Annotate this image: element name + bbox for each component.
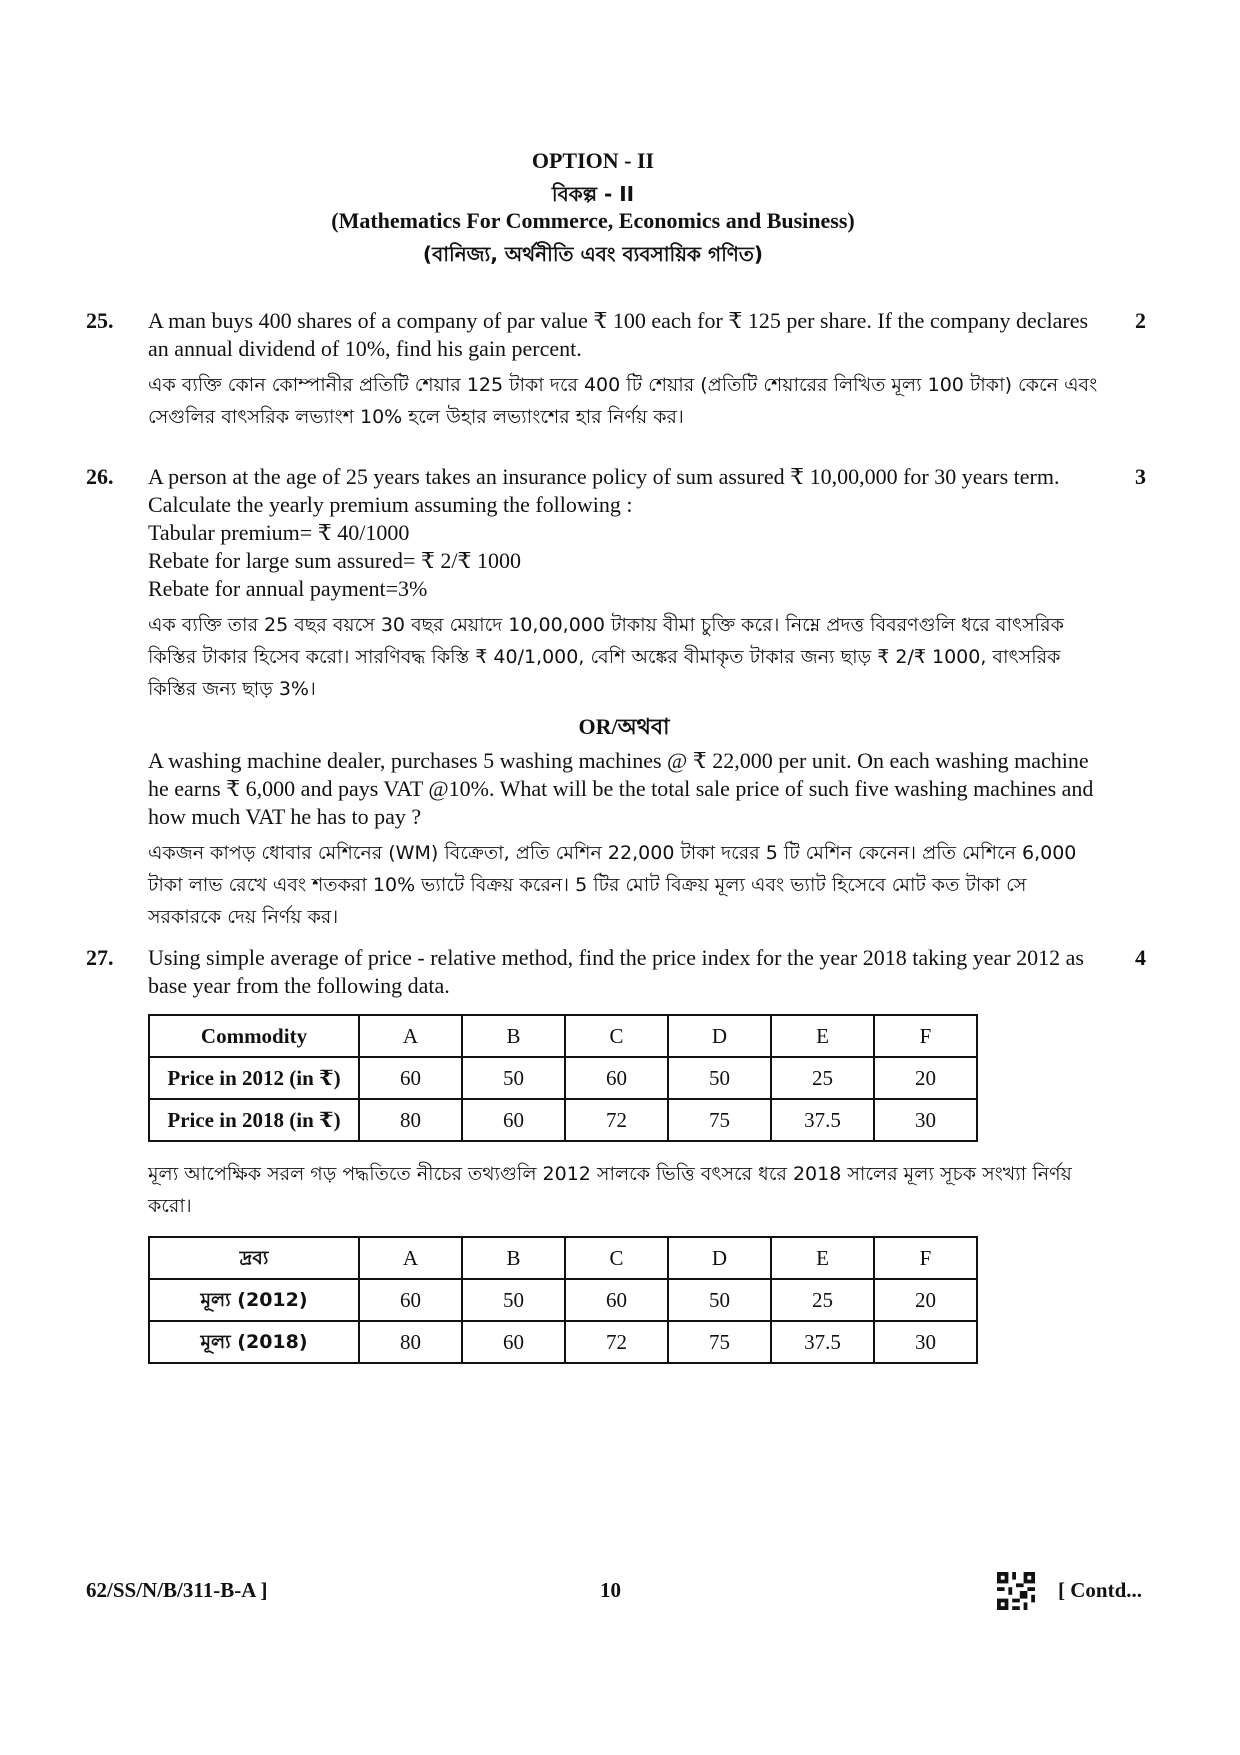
price-table-bn <box>148 1236 978 1364</box>
question-27 <box>86 944 1146 1364</box>
question-marks: 4 <box>1135 945 1146 970</box>
table-row <box>149 1279 977 1321</box>
table-cell: Price in 2012 (in ₹) <box>149 1057 359 1099</box>
table-cell: B <box>462 1237 565 1279</box>
option-title-bn: বিকল্প - II <box>551 182 635 206</box>
question-26 <box>86 463 1146 933</box>
page-number: 10 <box>600 1578 621 1602</box>
question-text-bn: এক ব্যক্তি কোন কোম্পানীর প্রতিটি শেয়ার 125 টাকা দরে 400 টি শেয়ার (প্রতিটি শেয়ারের লিখিত মূল্য 100 টাকা) কেনে এবং সেগুলির বাৎসরিক লভ্যাংশ 10% হলে উহার লভ্যাংশের হার নির্ণয় কর। <box>148 374 1098 428</box>
table-cell: E <box>771 1237 874 1279</box>
alternative-question-en: A washing machine dealer, purchases 5 washing machines @ ₹ 22,000 per unit. On each washing machine he earns ₹ 6,000 and pays VAT @10%. What will be the total sale price of such five washing machines and how much VAT he has to pay ? <box>148 748 1094 829</box>
alternative-question-bn: একজন কাপড় ধোবার মেশিনের (WM) বিক্রেতা, প্রতি মেশিন 22,000 টাকা দরের 5 টি মেশিন কেনেন। প্রতি মেশিনে 6,000 টাকা লাভ রেখে এবং শতকরা 10% ভ্যাটে বিক্রয় করেন। 5 টির মোট বিক্রয় মূল্য এবং ভ্যাট হিসেবে মোট কত টাকা সে সরকারকে দেয় নির্ণয় কর। <box>148 842 1077 928</box>
price-table-en <box>148 1014 978 1142</box>
subject-title-bn: (বানিজ্য, অর্থনীতি এবং ব্যবসায়িক গণিত) <box>422 242 764 266</box>
table-cell: C <box>565 1237 668 1279</box>
question-text-en: A man buys 400 shares of a company of par value ₹ 100 each for ₹ 125 per share. If the company declares an annual dividend of 10%, find his gain percent. <box>148 308 1089 361</box>
table-cell: 60 <box>462 1321 565 1363</box>
table-cell: 60 <box>359 1057 462 1099</box>
tabular-premium: Tabular premium= ₹ 40/1000 <box>148 520 410 545</box>
continued-label: [ Contd... <box>1058 1578 1143 1602</box>
table-cell: 60 <box>359 1279 462 1321</box>
table-cell: মূল্য (2012) <box>149 1279 359 1321</box>
table-cell: A <box>359 1237 462 1279</box>
question-text-en: A person at the age of 25 years takes an insurance policy of sum assured ₹ 10,00,000 for 30 years term. Calculate the yearly premium assuming the following : <box>148 464 1060 517</box>
table-cell: মূল্য (2018) <box>149 1321 359 1363</box>
table-cell: 80 <box>359 1099 462 1141</box>
table-header-row <box>149 1237 977 1279</box>
table-row <box>149 1099 977 1141</box>
question-25 <box>86 307 1146 433</box>
table-cell: 75 <box>668 1321 771 1363</box>
table-cell: F <box>874 1015 977 1057</box>
table-cell: 20 <box>874 1057 977 1099</box>
table-cell: B <box>462 1015 565 1057</box>
table-row <box>149 1321 977 1363</box>
table-cell: 25 <box>771 1279 874 1321</box>
table-cell: 60 <box>462 1099 565 1141</box>
question-number: 25. <box>86 308 114 333</box>
table-cell: A <box>359 1015 462 1057</box>
table-cell: Commodity <box>149 1015 359 1057</box>
table-row <box>149 1057 977 1099</box>
table-cell: 72 <box>565 1321 668 1363</box>
rebate-annual-payment: Rebate for annual payment=3% <box>148 576 428 601</box>
qr-code-icon <box>997 1572 1035 1610</box>
table-cell: 30 <box>874 1099 977 1141</box>
table-cell: D <box>668 1015 771 1057</box>
table-cell: 50 <box>668 1279 771 1321</box>
table-cell: F <box>874 1237 977 1279</box>
question-marks: 3 <box>1135 464 1146 489</box>
table-cell: 37.5 <box>771 1321 874 1363</box>
table-cell: C <box>565 1015 668 1057</box>
or-divider: OR/অথবা <box>578 714 670 739</box>
table-cell: 50 <box>668 1057 771 1099</box>
table-header-row <box>149 1015 977 1057</box>
question-number: 26. <box>86 464 114 489</box>
paper-code: 62/SS/N/B/311-B-A ] <box>86 1578 268 1602</box>
table-cell: 60 <box>565 1057 668 1099</box>
table-cell: 37.5 <box>771 1099 874 1141</box>
table-cell: 80 <box>359 1321 462 1363</box>
table-cell: 25 <box>771 1057 874 1099</box>
table-cell: 60 <box>565 1279 668 1321</box>
question-text-bn: এক ব্যক্তি তার 25 বছর বয়সে 30 বছর মেয়াদে 10,00,000 টাকায় বীমা চুক্তি করে। নিম্নে প্রদত্ত বিবরণগুলি ধরে বাৎসরিক কিস্তির টাকার হিসেব করো। সারণিবদ্ধ কিস্তি ₹ 40/1,000, বেশি অঙ্কের বীমাকৃত টাকার জন্য ছাড় ₹ 2/₹ 1000, বাৎসরিক কিস্তির জন্য ছাড় 3%। <box>148 614 1064 700</box>
table-cell: 30 <box>874 1321 977 1363</box>
table-cell: E <box>771 1015 874 1057</box>
table-cell: 50 <box>462 1279 565 1321</box>
subject-title: (Mathematics For Commerce, Economics and Business) <box>331 208 855 233</box>
table-cell: 50 <box>462 1057 565 1099</box>
question-number: 27. <box>86 945 114 970</box>
table-cell: D <box>668 1237 771 1279</box>
table-cell: 72 <box>565 1099 668 1141</box>
table-cell: Price in 2018 (in ₹) <box>149 1099 359 1141</box>
table-cell: দ্রব্য <box>149 1237 359 1279</box>
option-title: OPTION - II <box>531 148 655 173</box>
table-cell: 20 <box>874 1279 977 1321</box>
rebate-sum-assured: Rebate for large sum assured= ₹ 2/₹ 1000 <box>148 548 521 573</box>
question-marks: 2 <box>1135 308 1146 333</box>
question-text-en: Using simple average of price - relative method, find the price index for the year 2018 taking year 2012 as base year from the following data. <box>148 945 1084 998</box>
question-text-bn: মূল্য আপেক্ষিক সরল গড় পদ্ধতিতে নীচের তথ্যগুলি 2012 সালকে ভিত্তি বৎসরে ধরে 2018 সালের মূল্য সূচক সংখ্যা নির্ণয় করো। <box>148 1163 1072 1217</box>
table-cell: 75 <box>668 1099 771 1141</box>
